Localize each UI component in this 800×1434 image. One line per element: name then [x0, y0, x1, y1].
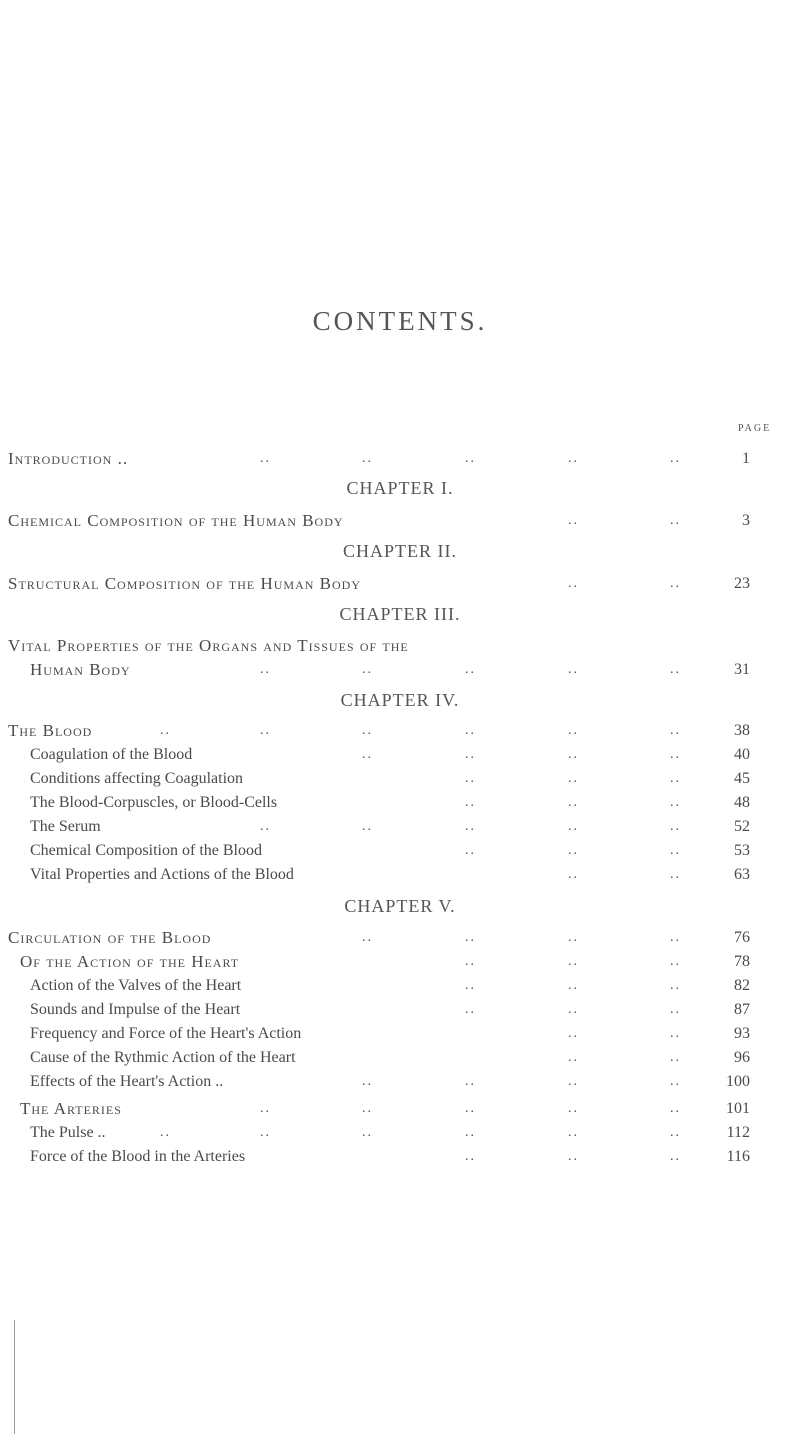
toc-entry-page: 87: [734, 1001, 750, 1018]
toc-entry-force-blood-arteries[interactable]: Force of the Blood in the Arteries .. .. .. 116: [0, 1145, 800, 1169]
chapter-heading-1: CHAPTER I.: [346, 478, 454, 498]
toc-entry-page: 93: [734, 1025, 750, 1042]
toc-entry-arteries[interactable]: The Arteries .. .. .. .. .. 101: [0, 1097, 800, 1121]
toc-entry-page: 38: [734, 722, 750, 739]
toc-entry-page: 100: [726, 1073, 750, 1090]
toc-entry-title: Vital Properties of the Organs and Tissues of the: [8, 636, 409, 655]
toc-entry-vital-properties-blood[interactable]: Vital Properties and Actions of the Blood .. .. 63: [0, 863, 800, 887]
toc-entry-title: Force of the Blood in the Arteries: [30, 1148, 246, 1165]
page-edge-line: [14, 1320, 15, 1434]
toc-entry-title: Structural Composition of the Human Body: [8, 574, 361, 593]
toc-entry-introduction[interactable]: Introduction .. .. .. .. .. .. 1: [0, 447, 800, 471]
toc-entry-vital-properties-line1[interactable]: [0, 634, 800, 658]
toc-entry-sounds-impulse[interactable]: Sounds and Impulse of the Heart .. .. .. 87: [0, 998, 800, 1022]
toc-entry-title: Effects of the Heart's Action ..: [30, 1073, 224, 1090]
chapter-heading-2: CHAPTER II.: [343, 541, 457, 561]
toc-entry-page: 40: [734, 746, 750, 763]
toc-entry-title: Vital Properties and Actions of the Blood: [30, 866, 294, 883]
toc-entry-structural-composition[interactable]: Structural Composition of the Human Body .. .. 23: [0, 572, 800, 596]
toc-entry-action-of-heart[interactable]: Of the Action of the Heart .. .. .. 78: [0, 950, 800, 974]
toc-entry-page: 1: [742, 450, 750, 467]
toc-entry-page: 112: [726, 1124, 750, 1141]
toc-entry-title: Conditions affecting Coagulation: [30, 770, 244, 787]
toc-entry-title: The Blood: [8, 721, 93, 740]
toc-entry-effects-heart-action[interactable]: Effects of the Heart's Action .. .. .. .. .. 100: [0, 1070, 800, 1094]
toc-entry-page: 53: [734, 842, 750, 859]
toc-entry-page: 63: [734, 866, 750, 883]
chapter-heading-4: CHAPTER IV.: [340, 690, 460, 710]
toc-entry-blood-corpuscles[interactable]: The Blood-Corpuscles, or Blood-Cells .. .. .. 48: [0, 791, 800, 815]
toc-entry-chemical-composition[interactable]: Chemical Composition of the Human Body .. .. 3: [0, 509, 800, 533]
toc-entry-page: 3: [742, 512, 750, 529]
page-title: CONTENTS.: [312, 306, 488, 336]
toc-entry-title: The Serum: [30, 818, 101, 835]
chapter-heading-3: CHAPTER III.: [339, 604, 461, 624]
toc-entry-page: 48: [734, 794, 750, 811]
toc-entry-page: 116: [726, 1148, 750, 1165]
toc-entry-page: 82: [734, 977, 750, 994]
toc-entry-title: The Pulse ..: [30, 1124, 106, 1141]
page-column-header: PAGE: [738, 423, 772, 434]
toc-entry-title: The Arteries: [20, 1099, 122, 1118]
toc-entry-coagulation[interactable]: Coagulation of the Blood .. .. .. .. 40: [0, 743, 800, 767]
toc-entry-page: 76: [734, 929, 750, 946]
toc-entry-vital-properties-line2[interactable]: Human Body .. .. .. .. .. 31: [0, 658, 800, 682]
toc-entry-title: Circulation of the Blood: [8, 928, 212, 947]
toc-entry-title: Human Body: [30, 660, 131, 679]
toc-entry-title: Introduction ..: [8, 449, 129, 468]
toc-entry-page: 52: [734, 818, 750, 835]
toc-entry-chemical-composition-blood[interactable]: Chemical Composition of the Blood .. .. .. 53: [0, 839, 800, 863]
toc-entry-page: 45: [734, 770, 750, 787]
toc-entry-title: The Blood-Corpuscles, or Blood-Cells: [30, 794, 278, 811]
toc-entry-title: Frequency and Force of the Heart's Action: [30, 1025, 302, 1042]
toc-entry-valves[interactable]: Action of the Valves of the Heart .. .. .. 82: [0, 974, 800, 998]
toc-entry-title: Chemical Composition of the Blood: [30, 842, 262, 859]
toc-entry-the-blood[interactable]: The Blood .. .. .. .. .. .. 38: [0, 719, 800, 743]
toc-entry-page: 96: [734, 1049, 750, 1066]
toc-entry-title: Sounds and Impulse of the Heart: [30, 1001, 241, 1018]
toc-entry-title: Cause of the Rythmic Action of the Heart: [30, 1049, 296, 1066]
toc-entry-title: Chemical Composition of the Human Body: [8, 511, 344, 530]
toc-entry-pulse[interactable]: The Pulse .. .. .. .. .. .. .. 112: [0, 1121, 800, 1145]
toc-entry-title: Of the Action of the Heart: [20, 952, 240, 971]
toc-entry-rythmic-action[interactable]: Cause of the Rythmic Action of the Heart .. .. 96: [0, 1046, 800, 1070]
toc-entry-serum[interactable]: The Serum .. .. .. .. .. 52: [0, 815, 800, 839]
toc-entry-frequency-force[interactable]: Frequency and Force of the Heart's Action .. .. 93: [0, 1022, 800, 1046]
toc-entry-page: 31: [734, 661, 750, 678]
toc-entry-conditions-coagulation[interactable]: Conditions affecting Coagulation .. .. .. 45: [0, 767, 800, 791]
toc-entry-page: 101: [726, 1100, 750, 1117]
toc-entry-title: Action of the Valves of the Heart: [30, 977, 242, 994]
toc-entry-title: Coagulation of the Blood: [30, 746, 193, 763]
toc-entry-page: 23: [734, 575, 750, 592]
chapter-heading-5: CHAPTER V.: [344, 896, 456, 916]
toc-entry-page: 78: [734, 953, 750, 970]
toc-entry-circulation[interactable]: Circulation of the Blood .. .. .. .. 76: [0, 926, 800, 950]
